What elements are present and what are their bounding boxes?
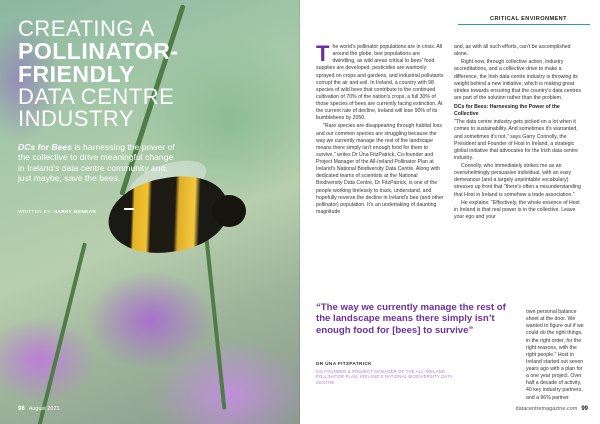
left-folio (18, 406, 60, 412)
paragraph: "The data centre industry gets picked on a lot when it comes to sustainability. And sometimes it's warranted, and sometimes it's not," says Garry Connolly, the President and Founder of Host in Ireland, a strategic global initiative that advocates for the Irish data centre industry. (454, 119, 578, 161)
byline (18, 210, 96, 215)
byline-rule (124, 208, 134, 210)
text-column-3 (526, 309, 586, 403)
paragraph: he world's pollinator populations are in crisis. All around the globe, bee populations are dwindling, as wild areas critical to bees' food supplies are developed, pesticides are wantonly sprayed on crops and gardens, and industrial pollutants corrupt the air and soil. In Ireland, a country with 98 species of wild bees that contribute to the continued cultivation of 70% of the nation's crops, a full 30% of those species of bees are currently facing extinction. At the current rate of decline, Ireland will lose 90% of its bumblebees by 2050. (316, 44, 444, 122)
paragraph: and, as with all such efforts, can't be accomplished alone. (454, 44, 571, 58)
paragraph: Connolly, who immediately strikes me as an overwhelmingly persuasive individual, with an easy demeanour (and a largely unprintable vocabulary) stresses up front that "there's often a misunderstanding that Host in Ireland is somehow a trade association." (454, 163, 581, 198)
page-number-left: 98 (18, 406, 25, 412)
article-text-page (300, 0, 600, 424)
byline-author: HARRY MENEAR (53, 210, 97, 215)
title-line: INDUSTRY (18, 106, 135, 131)
standfirst-text: is harnessing the power of the collective to drive meaningful change in Ireland's data centre community and, just maybe, save the bees. (18, 142, 175, 184)
paragraph: own personal balance sheet at the door. We wanted to figure out if we could do the right things, in the right order, for the right reasons, with the right people." Host in Ireland started out seven years ago with a plan for a one year project. Over half a decade of activity, 40 key industry partners, and a 96% partner (526, 309, 584, 401)
issue-date: August 2021 (28, 406, 60, 412)
right-folio (516, 406, 588, 412)
subheading: DCs for Bees: Harnessing the Power of the Collective (454, 104, 560, 118)
standfirst-lead: DCs for Bees (18, 142, 72, 152)
text-column-2 (454, 44, 584, 222)
quote-attribution-name: DR ÚNA FITZPATRICK (316, 362, 372, 367)
title-line: POLLINATOR- (18, 38, 179, 64)
byline-label: WRITTEN BY: (18, 210, 54, 215)
title-line: FRIENDLY (18, 61, 135, 87)
website-url: datacentremagazine.com (515, 406, 578, 412)
lavender-stem (37, 242, 87, 424)
text-column-1 (316, 41, 444, 217)
article-title (18, 18, 288, 130)
bumblebee-head (212, 195, 246, 227)
section-label: CRITICAL ENVIRONMENT (490, 16, 567, 22)
paragraph: He explains: "Effectively, the whole essence of Host in Ireland is that real power is in the collective. Leave your ego and your (454, 199, 580, 220)
title-line: CREATING A (18, 16, 155, 41)
drop-cap: T (316, 41, 330, 66)
title-line: DATA CENTRE (18, 84, 175, 109)
page-number-right: 99 (581, 406, 588, 412)
section-rule (458, 24, 590, 25)
quote-attribution-role: CO-FOUNDER & PROJECT MANAGER OF THE ALL-IRELAND POLLINATOR PLAN, IRELAND'S NATIONAL BIODIVERSITY DATA CENTRE (316, 369, 453, 385)
paragraph: "Rare species are disappearing through habitat loss and our common species are struggling because the way we currently manage the rest of the landscape means there simply isn't enough food for them to survive," writes Dr Úna FitzPatrick, Co-founder and Project Manager of the All-Ireland Pollinator Plan at Ireland's National Biodiversity Data Centre. Along with dedicated teams of scientists at the National Biodiversity Data Centre, Dr FitzPatrick, is one of the people working tirelessly to track, understand, and hopefully reverse the decline in Ireland's bee (and other pollinator) population. It's an undertaking of daunting magnitude (316, 123, 444, 215)
paragraph: Right now, through collective action, industry accreditations, and a collective drive to make a difference, the Irish data centre industry is throwing its weight behind a new initiative, which is making great strides towards ensuring that the country's data centres are part of the solution rather than the problem. (454, 59, 581, 101)
article-standfirst (18, 142, 178, 184)
pull-quote: “The way we currently manage the rest of the landscape means there simply isn’t enough food for [bees] to survive” (316, 302, 506, 336)
